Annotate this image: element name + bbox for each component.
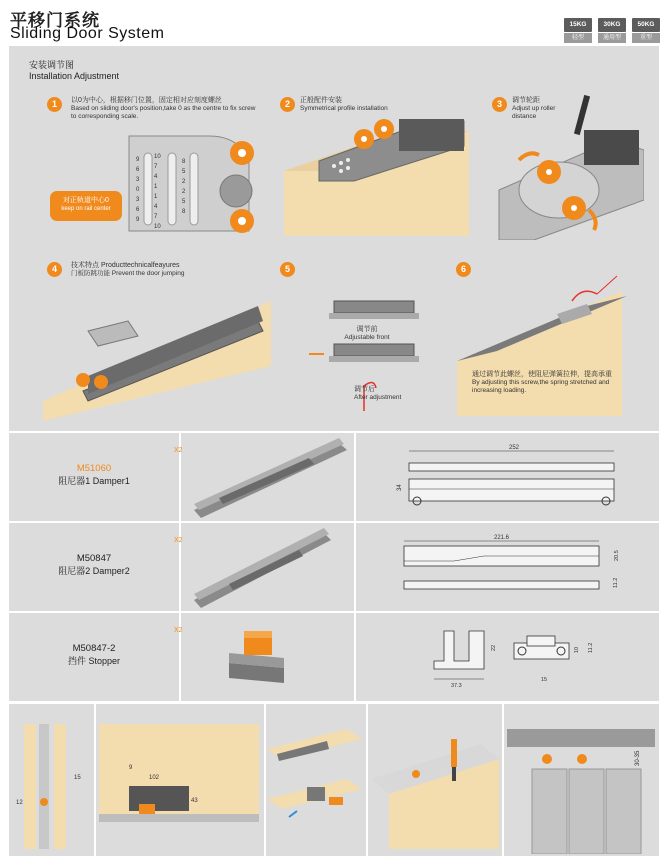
svg-text:34: 34 <box>397 484 403 491</box>
bottom-detail-5 <box>507 729 655 854</box>
bottom-detail-2 <box>99 724 259 834</box>
quantity-label: X2 <box>174 627 183 634</box>
svg-text:9: 9 <box>129 765 133 771</box>
title-en: Sliding Door System <box>10 25 165 42</box>
step-5-badge: 5 <box>280 262 295 277</box>
rail-center-callout: 对正轨道中心0 keep on rail center <box>50 191 122 221</box>
step-4-badge: 4 <box>47 262 62 277</box>
stopper-drawing <box>429 621 609 696</box>
weight-badges <box>564 18 660 43</box>
product-name: 阻尼器1 Damper1 <box>58 476 130 486</box>
svg-text:4: 4 <box>154 204 158 210</box>
svg-text:252: 252 <box>509 445 520 451</box>
svg-text:30-35: 30-35 <box>635 750 641 766</box>
svg-text:7: 7 <box>154 214 158 220</box>
title-cn: 平移门系统 <box>10 11 100 30</box>
svg-text:10: 10 <box>574 646 580 653</box>
product-label <box>9 553 179 577</box>
svg-text:7: 7 <box>154 164 158 170</box>
damper2-photo <box>189 528 349 608</box>
svg-text:43: 43 <box>191 798 198 804</box>
svg-text:5: 5 <box>182 199 186 205</box>
svg-text:6: 6 <box>136 167 140 173</box>
bottom-illustrations <box>9 704 659 856</box>
step-3-illustration <box>494 90 644 240</box>
svg-text:12: 12 <box>16 800 23 806</box>
svg-text:5: 5 <box>182 169 186 175</box>
step-5-label-before: 调节前 Adjustable front <box>344 326 390 341</box>
step-6-illustration <box>457 266 637 421</box>
section-title-cn: 安装调节图 <box>29 60 75 70</box>
step-3-badge: 3 <box>492 97 507 112</box>
weight-badge-30kg: 30KG 通用型 <box>598 18 626 43</box>
step-5-label-after: 调节后 After adjustment <box>354 386 402 401</box>
step-4-text: 技术特点 Producttechnicalfeayures 门板防跳功能 Prevent the door jumping <box>71 262 185 277</box>
svg-text:0: 0 <box>136 187 140 193</box>
stopper-photo <box>224 623 304 693</box>
svg-text:10: 10 <box>154 224 161 230</box>
svg-text:37.3: 37.3 <box>451 683 462 689</box>
svg-text:20.5: 20.5 <box>614 550 620 561</box>
svg-text:3: 3 <box>136 177 140 183</box>
damper2-drawing <box>394 531 644 606</box>
svg-text:102: 102 <box>149 775 160 781</box>
damper1-photo <box>189 438 349 518</box>
step-3-text: 调节轮距 Adjust up roller distance <box>512 97 556 120</box>
svg-text:4: 4 <box>154 174 158 180</box>
product-code: M51060 <box>76 463 112 474</box>
step-6-text: 通过调节此螺丝，使阻尼弹簧拉伸，提高承重 By adjusting this screw,the spring stretched and increasing loading. <box>472 371 612 394</box>
step-2-badge: 2 <box>280 97 295 112</box>
step-4-illustration <box>43 296 273 421</box>
step-6-badge: 6 <box>456 262 471 277</box>
installation-section <box>9 46 659 431</box>
bottom-detail-4 <box>371 739 501 854</box>
section-title-en: Installation Adjustment <box>29 71 120 81</box>
svg-text:3: 3 <box>136 197 140 203</box>
product-name: 挡件 Stopper <box>67 656 121 666</box>
damper1-drawing <box>389 441 639 516</box>
svg-text:11.2: 11.2 <box>613 577 619 588</box>
product-code: M50847-2 <box>72 643 116 654</box>
svg-text:9: 9 <box>136 217 140 223</box>
quantity-label: X2 <box>174 447 183 454</box>
bottom-detail-3 <box>267 729 364 849</box>
svg-text:2: 2 <box>182 179 186 185</box>
step-2-illustration <box>279 111 469 236</box>
step-2-text: 正般配件安装 Symmetrical profile installation <box>300 97 388 112</box>
svg-text:1: 1 <box>154 194 158 200</box>
svg-text:221.6: 221.6 <box>494 535 510 541</box>
product-row-damper2 <box>9 523 659 611</box>
svg-text:15: 15 <box>541 677 548 683</box>
svg-text:10: 10 <box>154 154 161 160</box>
product-row-stopper <box>9 613 659 701</box>
quantity-label: X2 <box>174 537 183 544</box>
svg-text:8: 8 <box>182 209 186 215</box>
product-name: 阻尼器2 Damper2 <box>58 566 130 576</box>
weight-badge-50kg: 50KG 重型 <box>632 18 660 43</box>
svg-text:15: 15 <box>74 775 81 781</box>
product-code: M50847 <box>76 553 112 564</box>
svg-text:11.2: 11.2 <box>588 642 594 653</box>
svg-text:9: 9 <box>136 157 140 163</box>
svg-text:1: 1 <box>154 184 158 190</box>
svg-text:2: 2 <box>182 189 186 195</box>
svg-text:6: 6 <box>136 207 140 213</box>
header <box>0 0 668 46</box>
svg-text:8: 8 <box>182 159 186 165</box>
product-label <box>9 463 179 487</box>
step-1-badge: 1 <box>47 97 62 112</box>
product-label <box>9 643 179 667</box>
svg-text:22: 22 <box>491 644 497 651</box>
step-1-illustration <box>124 131 264 241</box>
weight-badge-15kg: 15KG 轻型 <box>564 18 592 43</box>
bottom-detail-1 <box>14 724 94 854</box>
step-1-text: 以0为中心，根据移门位置，固定相对应刻度螺丝 Based on sliding door's position,take 0 as the centre to fix screw to corresponding scale. <box>71 97 256 120</box>
product-row-damper1 <box>9 433 659 521</box>
